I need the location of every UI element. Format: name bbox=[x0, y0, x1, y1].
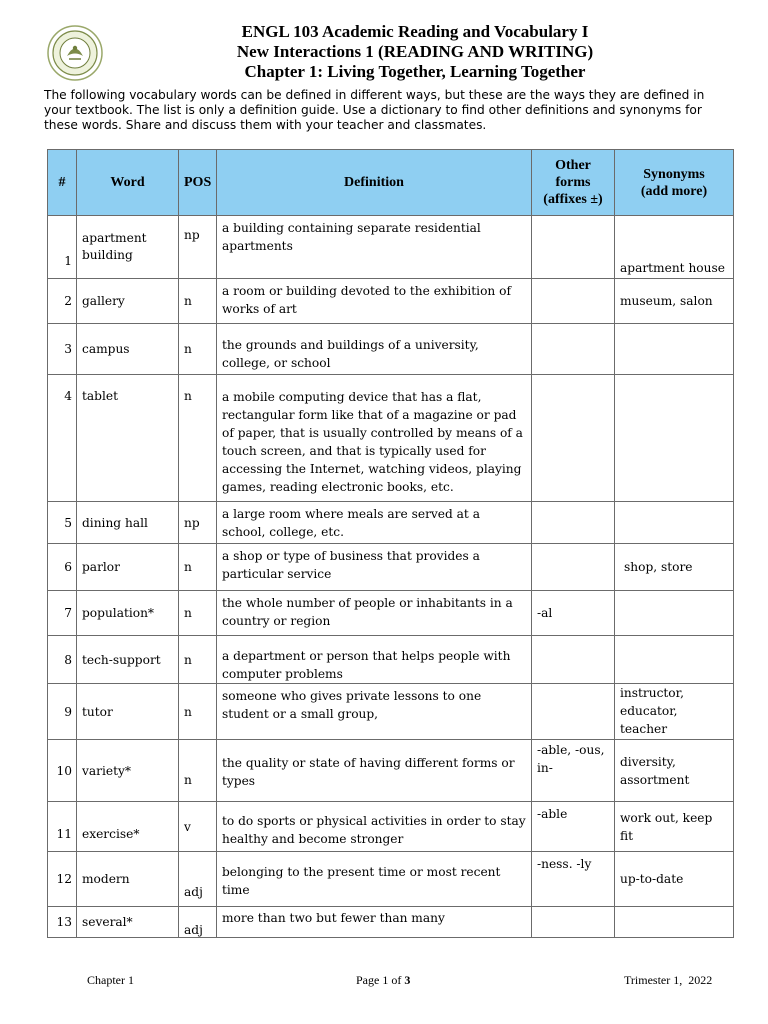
row-pos: np bbox=[179, 502, 217, 544]
row-word: gallery bbox=[77, 279, 179, 324]
table-header-row bbox=[48, 150, 734, 216]
row-pos: n bbox=[179, 684, 217, 740]
row-number: 13 bbox=[48, 907, 77, 938]
row-number: 1 bbox=[48, 216, 77, 279]
row-definition: belonging to the present time or most recent time bbox=[217, 852, 532, 907]
row-word: campus bbox=[77, 324, 179, 375]
row-other-forms: -ness. -ly bbox=[532, 852, 615, 907]
row-definition: the quality or state of having different forms or types bbox=[217, 740, 532, 802]
row-other-forms bbox=[532, 375, 615, 502]
row-synonyms: apartment house bbox=[615, 216, 734, 279]
row-pos: v bbox=[179, 802, 217, 852]
footer-page-total: 3 bbox=[404, 973, 411, 987]
row-synonyms bbox=[615, 907, 734, 938]
row-word: population* bbox=[77, 591, 179, 636]
row-other-forms bbox=[532, 684, 615, 740]
book-title: New Interactions 1 (READING AND WRITING) bbox=[236, 42, 594, 61]
footer-term: Trimester 1, 2022 bbox=[624, 973, 713, 987]
row-pos: np bbox=[179, 216, 217, 279]
table-row bbox=[48, 591, 734, 636]
row-number: 10 bbox=[48, 740, 77, 802]
row-number: 9 bbox=[48, 684, 77, 740]
row-synonyms bbox=[615, 636, 734, 684]
table-row bbox=[48, 852, 734, 907]
document-header bbox=[120, 22, 710, 82]
row-word: dining hall bbox=[77, 502, 179, 544]
row-pos: adj bbox=[179, 852, 217, 907]
row-synonyms bbox=[615, 502, 734, 544]
row-number: 11 bbox=[48, 802, 77, 852]
row-word: tutor bbox=[77, 684, 179, 740]
row-word: variety* bbox=[77, 740, 179, 802]
row-synonyms: instructor, educator, teacher bbox=[615, 684, 734, 740]
row-synonyms bbox=[615, 591, 734, 636]
row-number: 4 bbox=[48, 375, 77, 502]
row-number: 5 bbox=[48, 502, 77, 544]
row-synonyms: shop, store bbox=[615, 544, 734, 591]
header-synonyms-line2: (add more) bbox=[640, 183, 708, 199]
row-number: 7 bbox=[48, 591, 77, 636]
table-row bbox=[48, 802, 734, 852]
row-word: modern bbox=[77, 852, 179, 907]
row-number: 12 bbox=[48, 852, 77, 907]
row-synonyms bbox=[615, 324, 734, 375]
table-row bbox=[48, 740, 734, 802]
row-synonyms: up-to-date bbox=[615, 852, 734, 907]
header-pos: POS bbox=[179, 150, 217, 216]
course-title: ENGL 103 Academic Reading and Vocabulary I bbox=[241, 22, 589, 41]
table-row bbox=[48, 684, 734, 740]
header-definition: Definition bbox=[217, 150, 532, 216]
row-other-forms bbox=[532, 502, 615, 544]
row-other-forms bbox=[532, 636, 615, 684]
header-word: Word bbox=[77, 150, 179, 216]
row-definition: more than two but fewer than many bbox=[217, 907, 532, 938]
row-pos: adj bbox=[179, 907, 217, 938]
university-seal-icon bbox=[47, 25, 103, 81]
row-number: 2 bbox=[48, 279, 77, 324]
vocabulary-table bbox=[47, 149, 734, 938]
row-pos: n bbox=[179, 324, 217, 375]
table-row bbox=[48, 502, 734, 544]
row-pos: n bbox=[179, 544, 217, 591]
row-synonyms: diversity, assortment bbox=[615, 740, 734, 802]
row-definition: a mobile computing device that has a flat, rectangular form like that of a magazine or pad of paper, that is usually controlled by means of a touch screen, and that is typically used for accessing the Internet, watching videos, playing games, reading electronic books, etc. bbox=[217, 375, 532, 502]
row-definition: the whole number of people or inhabitants in a country or region bbox=[217, 591, 532, 636]
row-definition: someone who gives private lessons to one student or a small group, bbox=[217, 684, 532, 740]
row-synonyms bbox=[615, 375, 734, 502]
row-other-forms: -able bbox=[532, 802, 615, 852]
row-number: 6 bbox=[48, 544, 77, 591]
row-pos: n bbox=[179, 636, 217, 684]
row-number: 8 bbox=[48, 636, 77, 684]
row-word: exercise* bbox=[77, 802, 179, 852]
row-other-forms: -al bbox=[532, 591, 615, 636]
row-other-forms bbox=[532, 907, 615, 938]
row-definition: a room or building devoted to the exhibition of works of art bbox=[217, 279, 532, 324]
row-definition: a department or person that helps people with computer problems bbox=[217, 636, 532, 684]
row-word: apartment building bbox=[77, 216, 179, 279]
row-definition: a shop or type of business that provides a particular service bbox=[217, 544, 532, 591]
header-other-forms-line1: Other bbox=[555, 158, 591, 173]
row-word: tech-support bbox=[77, 636, 179, 684]
chapter-title: Chapter 1: Living Together, Learning Together bbox=[244, 62, 586, 81]
footer-page-number bbox=[356, 973, 410, 988]
row-definition: to do sports or physical activities in order to stay healthy and become stronger bbox=[217, 802, 532, 852]
intro-paragraph: The following vocabulary words can be defined in different ways, but these are the ways they are defined in your textbook. The list is only a definition guide. Use a dictionary to find other definitions and synonyms for these words. Share and discuss them with your teacher and classmates. bbox=[44, 88, 705, 132]
table-row bbox=[48, 216, 734, 279]
table-row bbox=[48, 279, 734, 324]
table-row bbox=[48, 324, 734, 375]
row-definition: a building containing separate residential apartments bbox=[217, 216, 532, 279]
header-other-forms-line3: (affixes ±) bbox=[543, 192, 603, 207]
row-pos: n bbox=[179, 591, 217, 636]
row-word: tablet bbox=[77, 375, 179, 502]
footer-chapter: Chapter 1 bbox=[87, 973, 134, 987]
table-row bbox=[48, 907, 734, 938]
row-definition: a large room where meals are served at a school, college, etc. bbox=[217, 502, 532, 544]
table-row bbox=[48, 544, 734, 591]
header-synonyms-line1: Synonyms bbox=[643, 166, 705, 182]
row-number: 3 bbox=[48, 324, 77, 375]
row-word: several* bbox=[77, 907, 179, 938]
header-number: # bbox=[48, 150, 77, 216]
row-other-forms bbox=[532, 216, 615, 279]
row-synonyms: museum, salon bbox=[615, 279, 734, 324]
footer-page-prefix: Page 1 of bbox=[356, 973, 402, 987]
header-other-forms bbox=[532, 150, 615, 216]
row-other-forms bbox=[532, 324, 615, 375]
row-word: parlor bbox=[77, 544, 179, 591]
row-synonyms: work out, keep fit bbox=[615, 802, 734, 852]
row-pos: n bbox=[179, 375, 217, 502]
row-other-forms bbox=[532, 544, 615, 591]
header-synonyms bbox=[615, 150, 734, 216]
row-other-forms bbox=[532, 279, 615, 324]
row-pos: n bbox=[179, 279, 217, 324]
row-other-forms: -able, -ous, in- bbox=[532, 740, 615, 802]
table-row bbox=[48, 636, 734, 684]
table-row bbox=[48, 375, 734, 502]
row-pos: n bbox=[179, 740, 217, 802]
header-other-forms-line2: forms bbox=[555, 175, 591, 190]
row-definition: the grounds and buildings of a university, college, or school bbox=[217, 324, 532, 375]
